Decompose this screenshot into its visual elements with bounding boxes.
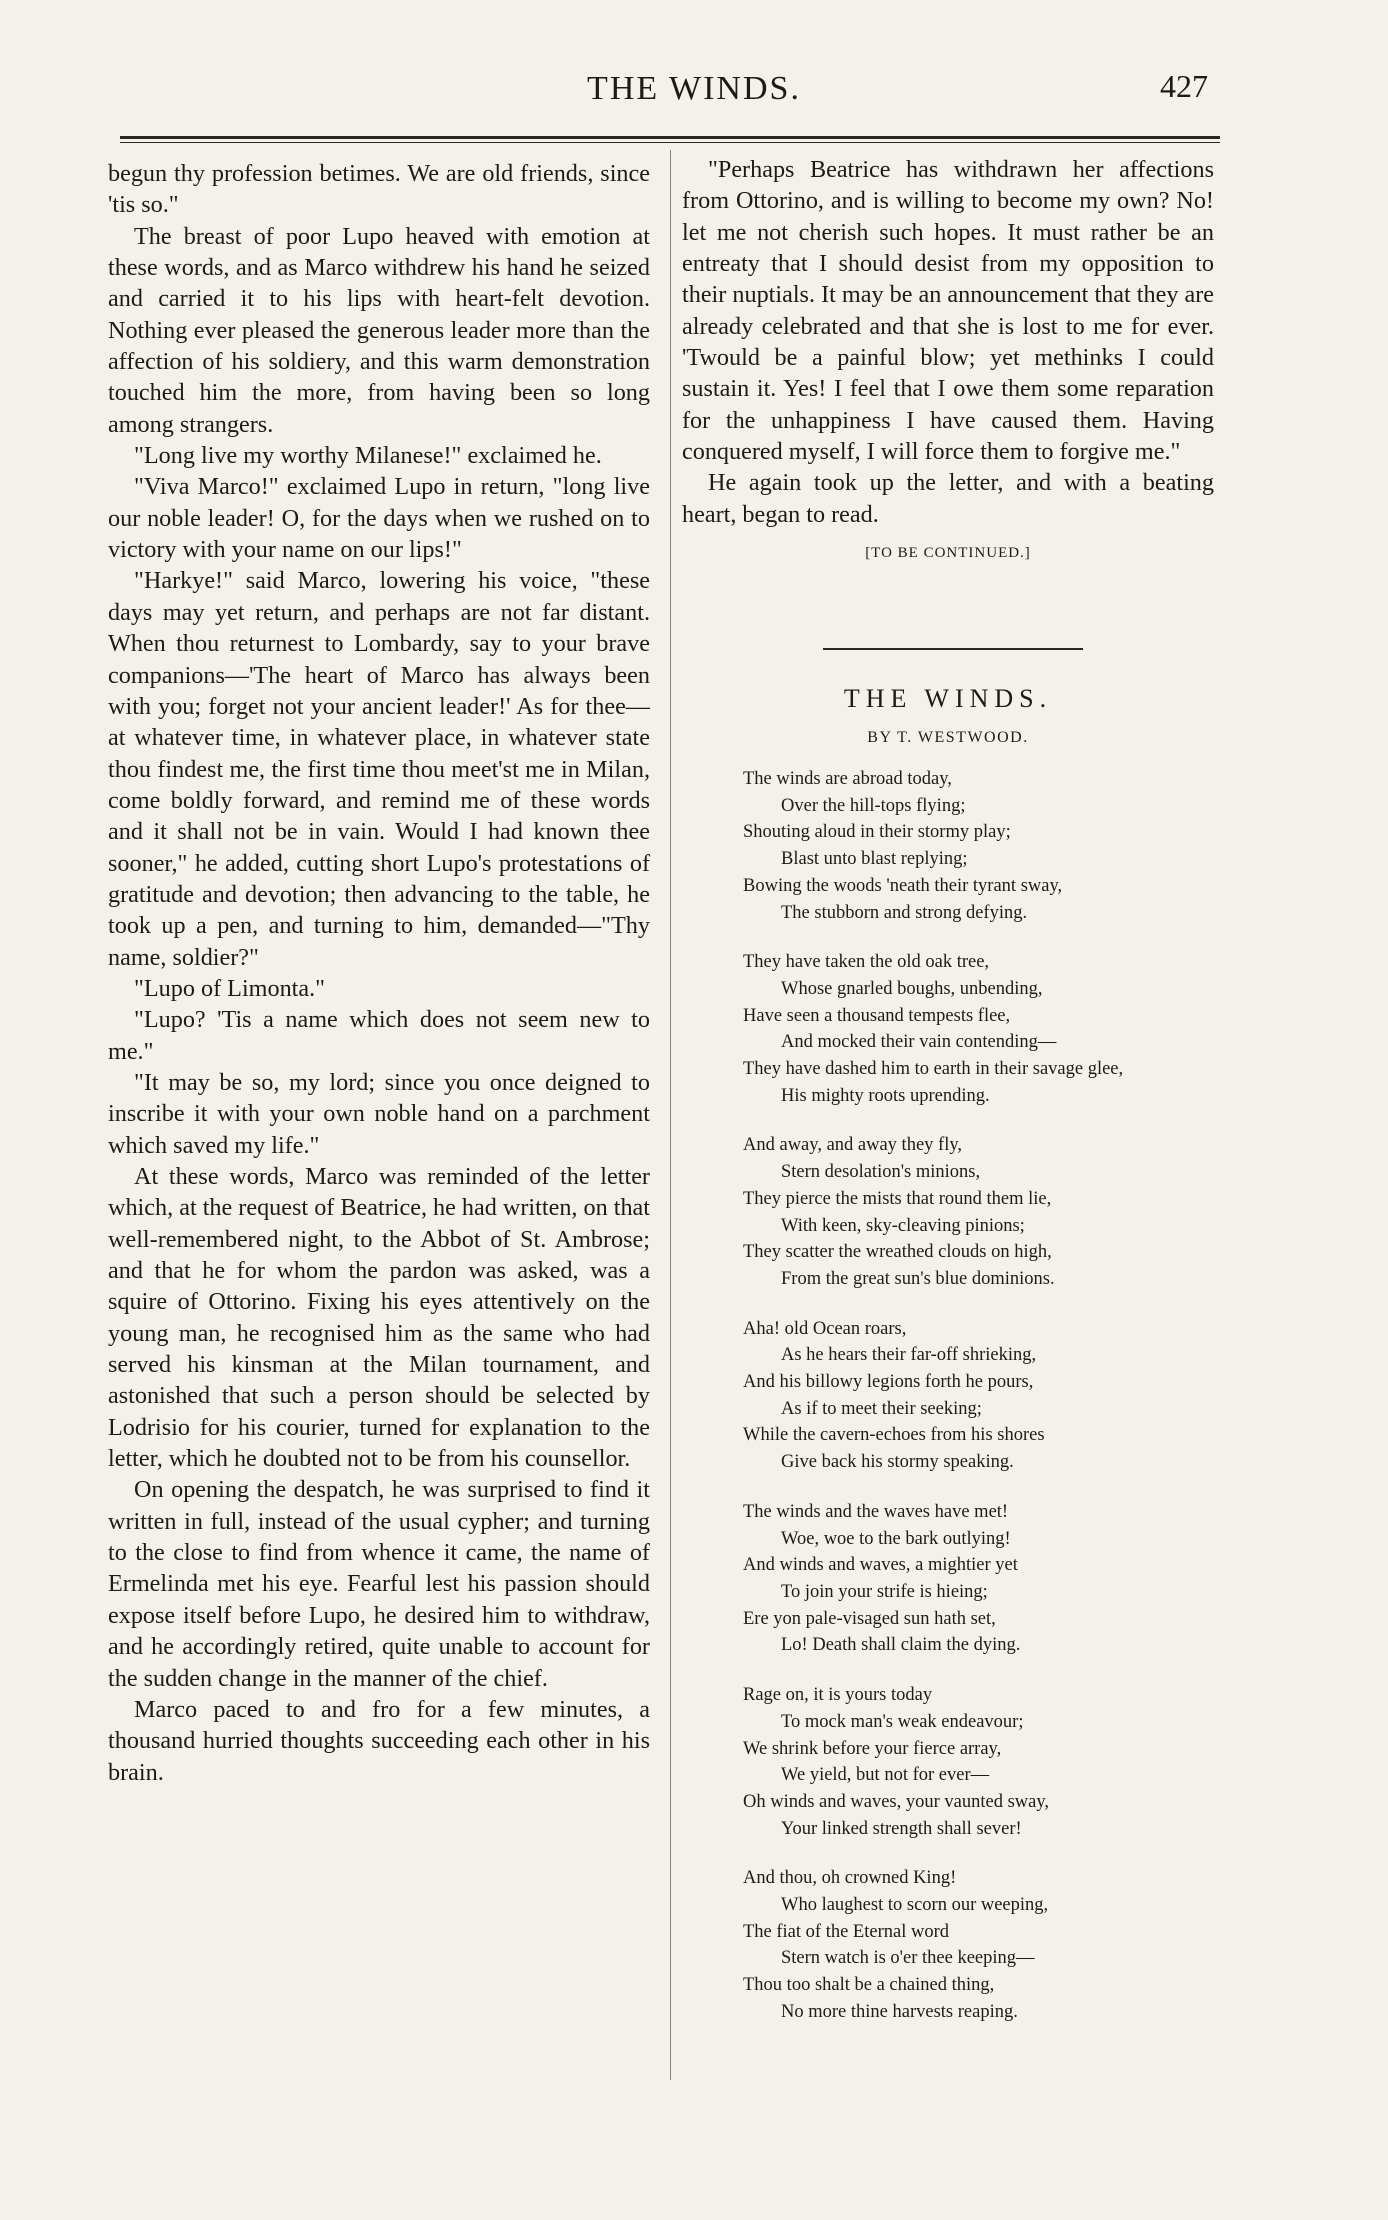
poem-line: And mocked their vain contending— [781, 1032, 1057, 1053]
paragraph: On opening the despatch, he was surprised to find it written in full, instead of the usual cypher; and turning to the close to find from whence it came, the name of Ermelinda met his eye. Fearful lest his passion should expose itself before Lupo, he desired him to withdraw, and he accordingly retired, quite unable to account for the sudden change in the manner of the chief. [108, 1476, 650, 1692]
poem-line: Aha! old Ocean roars, [743, 1318, 907, 1339]
paragraph: "It may be so, my lord; since you once deigned to inscribe it with your own noble hand on a parchment which saved my life." [108, 1068, 650, 1159]
poem-line: His mighty roots uprending. [781, 1085, 990, 1106]
paragraph: "Lupo? 'Tis a name which does not seem new to me." [108, 1006, 650, 1065]
poem-line: And his billowy legions forth he pours, [743, 1372, 1034, 1393]
to-be-continued-note: [TO BE CONTINUED.] [865, 545, 1031, 562]
poem-stanza [743, 1132, 1223, 1292]
poem-line: They pierce the mists that round them lie, [743, 1188, 1052, 1209]
paragraph: "Long live my worthy Milanese!" exclaimed he. [134, 442, 602, 470]
poem-line: And away, and away they fly, [743, 1135, 963, 1156]
poem-line: The fiat of the Eternal word [743, 1921, 949, 1942]
poem-line: They have dashed him to earth in their savage glee, [743, 1059, 1124, 1080]
right-column [682, 154, 1214, 569]
paragraph: "Lupo of Limonta." [134, 974, 326, 1002]
paragraph: begun thy profession betimes. We are old friends, since 'tis so." [108, 160, 650, 219]
paragraph: "Harkye!" said Marco, lowering his voice, "these days may yet return, and perhaps are not far distant. When thou returnest to Lombardy, say to your brave companions—'The heart of Marco has always been with you; forget not your ancient leader!' As for thee—at whatever time, in whatever place, in whatever state thou findest me, the first time thou meet'st me in Milan, come boldly forward, and remind me of these words and it shall not be in vain. Would I had known thee sooner," he added, cutting short Lupo's protestations of gratitude and devotion; then advancing to the table, he took up a pen, and turning to him, demanded—"Thy name, soldier?" [108, 567, 650, 971]
poem-line: And thou, oh crowned King! [743, 1868, 957, 1889]
poem-line: Stern watch is o'er thee keeping— [781, 1948, 1035, 1969]
poem-body [743, 766, 1223, 2049]
poem-line: Ere yon pale-visaged sun hath set, [743, 1608, 996, 1629]
poem-line: Whose gnarled boughs, unbending, [781, 978, 1043, 999]
poem-line: While the cavern-echoes from his shores [743, 1425, 1045, 1446]
poem-line: The winds and the waves have met! [743, 1501, 1009, 1522]
poem-line: With keen, sky-cleaving pinions; [781, 1215, 1025, 1236]
poem-line: Thou too shalt be a chained thing, [743, 1975, 995, 1996]
poem-line: And winds and waves, a mightier yet [743, 1555, 1018, 1576]
poem-line: We shrink before your fierce array, [743, 1738, 1002, 1759]
paragraph: "Perhaps Beatrice has withdrawn her affections from Ottorino, and is willing to become my own? No! let me not cherish such hopes. It must rather be an entreaty that I should desist from my opposition to their nuptials. It may be an announcement that they are already celebrated and that she is lost to me for ever. 'Twould be a painful blow; yet methinks I could sustain it. Yes! I feel that I owe them some reparation for the unhappiness I have caused them. Having conquered myself, I will force them to forgive me." [682, 156, 1214, 466]
poem-line: The winds are abroad today, [743, 769, 952, 789]
poem-line: Bowing the woods 'neath their tyrant sway, [743, 875, 1063, 896]
poem-line: As if to meet their seeking; [781, 1398, 982, 1419]
poem-line: We yield, but not for ever— [781, 1765, 990, 1786]
poem-line: Give back his stormy speaking. [781, 1452, 1014, 1473]
paragraph: "Viva Marco!" exclaimed Lupo in return, "long live our noble leader! O, for the days when we rushed on to victory with your name on our lips!" [108, 473, 650, 564]
page-number: 427 [1160, 68, 1208, 104]
poem-line: Shouting aloud in their stormy play; [743, 822, 1011, 843]
header-rule [120, 136, 1220, 143]
paragraph: He again took up the letter, and with a beating heart, began to read. [682, 469, 1214, 528]
poem-line: To mock man's weak endeavour; [781, 1711, 1024, 1732]
poem-line: Your linked strength shall sever! [781, 1818, 1022, 1839]
poem-line: From the great sun's blue dominions. [781, 1268, 1055, 1289]
poem-stanza [743, 949, 1223, 1109]
poem-line: As he hears their far-off shrieking, [781, 1345, 1037, 1366]
poem-title: THE WINDS. [843, 684, 1053, 713]
poem-stanza [743, 1865, 1223, 2025]
paragraph: Marco paced to and fro for a few minutes, a thousand hurried thoughts succeeding each other in his brain. [108, 1695, 650, 1786]
poem-line: Have seen a thousand tempests flee, [743, 1005, 1011, 1026]
poem-line: Stern desolation's minions, [781, 1162, 981, 1183]
poem-line: They have taken the old oak tree, [743, 952, 990, 973]
poem-line: They scatter the wreathed clouds on high, [743, 1242, 1052, 1263]
left-column [108, 158, 650, 1788]
poem-line: Rage on, it is yours today [743, 1685, 933, 1706]
poem-line: To join your strife is hieing; [781, 1581, 988, 1602]
poem-line: Lo! Death shall claim the dying. [781, 1635, 1021, 1656]
poem-line: The stubborn and strong defying. [781, 902, 1028, 923]
poem-line: Over the hill-tops flying; [781, 795, 966, 816]
poem-stanza [743, 1499, 1223, 1659]
poem-line: Who laughest to scorn our weeping, [781, 1895, 1049, 1916]
poem-stanza [743, 1682, 1223, 1842]
poem-line: Oh winds and waves, your vaunted sway, [743, 1791, 1050, 1812]
paragraph: The breast of poor Lupo heaved with emotion at these words, and as Marco withdrew his hand he seized and carried it to his lips with heart-felt devotion. Nothing ever pleased the generous leader more than the affection of his soldiery, and this warm demonstration touched him the more, from having been so long among strangers. [108, 222, 650, 438]
running-title: THE WINDS. [587, 70, 801, 107]
poem-line: Blast unto blast replying; [781, 849, 968, 870]
section-rule [823, 648, 1083, 650]
poem-stanza [743, 766, 1223, 926]
poem-byline: BY T. WESTWOOD. [867, 729, 1029, 746]
column-divider [670, 150, 671, 2080]
poem-line: Woe, woe to the bark outlying! [781, 1528, 1011, 1549]
paragraph: At these words, Marco was reminded of the letter which, at the request of Beatrice, he had written, on that well-remembered night, to the Abbot of St. Ambrose; and that he for whom the pardon was asked, was a squire of Ottorino. Fixing his eyes attentively on the young man, he recognised him as the same who had served his kinsman at the Milan tournament, and astonished that such a person should be selected by Lodrisio for his courier, turned for explanation to the letter, which he doubted not to be from his counsellor. [108, 1163, 651, 1473]
poem-line: No more thine harvests reaping. [781, 2001, 1018, 2022]
poem-stanza [743, 1316, 1223, 1476]
